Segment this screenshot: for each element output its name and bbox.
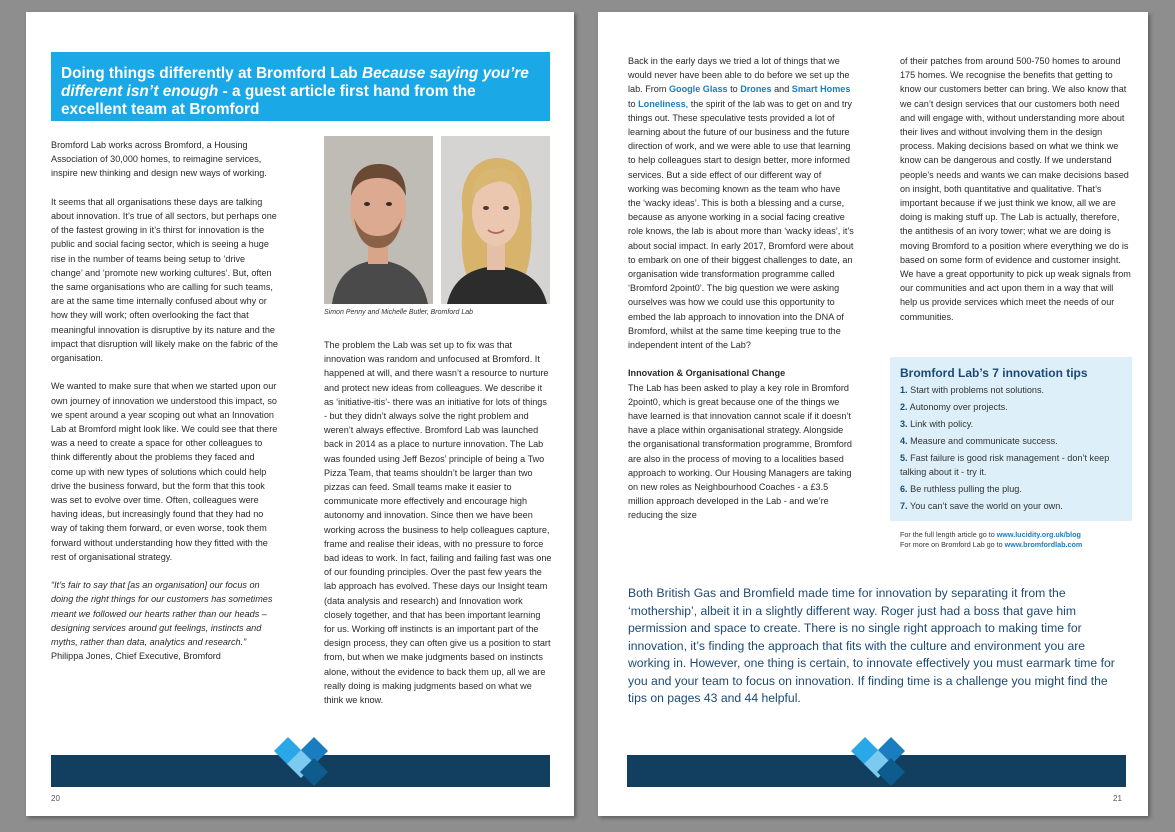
tip-item xyxy=(900,499,1122,513)
more-info-line xyxy=(900,530,1082,540)
paragraph: We wanted to make sure that when we started upon our own journey of innovation we understood this impact, so we spent around a year scoping out what an Innovation Lab at Bromford might look like. We could see that there was a need to create a space for other colleagues to think differently about the problems they faced and come up with new types of solutions which could help drive the business forward, but the form that this took was set to evolve over time. Often, colleagues were having ideas, but increasingly found that they had no way of taking them forward, or even worse, took them forward without understanding how they fitted with the rest of organisational strategy. xyxy=(51,381,278,562)
tip-item xyxy=(900,434,1122,448)
paragraph xyxy=(628,54,855,352)
summary-paragraph: Both British Gas and Bromfield made time for innovation by separating it from the ‘mothership’, albeit it in a slightly different way. Roger just had a boss that gave him permission and space to create. There is no single right approach to making time for innovation, it’s finding the approach that fits with the culture and environment you are working in. However, one thing is certain, to innovate effectively you must earmark time for you and your team to focus on innovation. If finding time is a challenge you might find the tips on pages 43 and 44 helpful. xyxy=(628,586,1115,705)
quote-attribution: Philippa Jones, Chief Executive, Bromford xyxy=(51,651,221,662)
text-run: and xyxy=(771,84,792,95)
tips-title: Bromford Lab’s 7 innovation tips xyxy=(900,366,1088,380)
tip-item xyxy=(900,482,1122,496)
page-number: 21 xyxy=(1113,794,1122,803)
pull-quote xyxy=(51,578,278,663)
tips-list xyxy=(900,383,1122,514)
page-number: 20 xyxy=(51,794,60,803)
tip-number: 2. xyxy=(900,402,908,412)
portrait-photo-woman xyxy=(441,136,550,304)
link-drones[interactable]: Drones xyxy=(740,84,772,95)
innovation-tips-box xyxy=(890,357,1132,521)
left-column-1 xyxy=(51,138,278,678)
portrait-photo-man xyxy=(324,136,433,304)
paragraph: Bromford Lab works across Bromford, a Housing Association of 30,000 homes, to reimagine services, inspire new thinking and design new ways of working. xyxy=(51,140,267,179)
text-run: Back in the early days we tried a lot of things that we would never have been able to do before we set up the lab. From xyxy=(628,56,850,95)
link-bromfordlab[interactable]: www.bromfordlab.com xyxy=(1004,539,1083,549)
tip-text: Measure and communicate success. xyxy=(910,436,1058,446)
tip-text: Start with problems not solutions. xyxy=(910,385,1045,395)
tip-item xyxy=(900,383,1122,397)
diamond-logo-icon xyxy=(843,726,913,786)
link-lucidity-blog[interactable]: www.lucidity.org.uk/blog xyxy=(996,530,1081,539)
tip-text: Autonomy over projects. xyxy=(909,402,1008,412)
tip-number: 5. xyxy=(900,453,908,463)
tip-text: You can’t save the world on your own. xyxy=(909,501,1063,512)
tip-number: 3. xyxy=(900,419,908,429)
paragraph: of their patches from around 500-750 homes to around 175 homes. We recognise the benefits that getting to know our customers better can bring. We also know that we can’t design services that our customers both need and will engage with, without understanding more about their lives and without involving them in the design process. Making decisions based on what we think we know can be dangerous and costly. If we understand people’s needs and wants we can make decisions based on insight, both quantitative and qualitative. That’s important because if we just think we know, all we are doing is making stuff up. The Lab is actually, therefore, the antithesis of an ivory tower; what we are doing is moving Bromford to a position where everything we do is based on some form of evidence and customer insight. We have a great opportunity to pick up weak signals from our communities and act upon them in a way that will help us provide services which meet the needs of our communities. xyxy=(900,56,1131,322)
tip-item xyxy=(900,400,1122,414)
section-subheading: Innovation & Organisational Change xyxy=(628,368,786,379)
paragraph: It seems that all organisations these days are talking about innovation. It’s true of all sectors, but perhaps one of the fastest growing in it’s thirst for innovation is the public and social facing sector, which is seeing a huge rise in the number of teams being setup to ‘drive change’ and ‘promote new working cultures’. But, often the same organisations who are calling for such teams, are at the same time internally confused about why or how they will work; often overlooking the fact that meaningful innovation is disruptive by its nature and the impact that disruption will likely make on the fabric of the organisation. xyxy=(51,196,278,364)
title-italic: Because saying you’re different isn’t enough xyxy=(61,65,529,100)
title-rest: - a guest article first hand from the excellent team at Bromford xyxy=(61,83,476,118)
text-run: For more on Bromford Lab go to xyxy=(900,539,1005,549)
photo-caption: Simon Penny and Michelle Butler, Bromford Lab xyxy=(324,309,474,316)
paragraph: The problem the Lab was set up to fix was that innovation was random and unfocused at Bromford. It happened at will, and there wasn’t a resource to nurture and protect new ideas from colleagues. We describe it as ‘initiative-itis’- there was an initiative for lots of things - but they didn’t always solve the right problem and weren’t always effective. Bromford Lab was launched back in 2014 as a place to nurture innovation. The Lab was founded using Jeff Bezos’ principle of being a Two Pizza Team, that teams shouldn’t be larger than two pizzas can feed. Small teams make it easier to communicate more effectively and encourage high autonomy and innovation. Since then we have been working across the business to help colleagues capture, frame and realise their ideas, with no pressure to force bad ideas to work. In fact, failing and failing fast was one of our founding principles. Over the past few years the lab approach has evolved. These days our Insight team (data analysis and research) and Innovation work closely together, and that has been important learning for us. Working off instincts is an important part of the design process, they can often give us a position to start from, but when we make judgments based on instincts alone, without the evidence to back them up, all we are really doing is making judgments based on what we think we know. xyxy=(324,340,552,706)
tip-text: Fast failure is good risk management - don’t keep talking about it - try it. xyxy=(900,453,1110,478)
text-run: to xyxy=(628,98,639,109)
text-run: to xyxy=(727,84,741,95)
tip-number: 6. xyxy=(900,484,908,495)
title-plain: Doing things differently at Bromford Lab xyxy=(61,65,362,82)
right-column-2 xyxy=(900,54,1132,338)
text-run: For the full length article go to xyxy=(900,530,997,539)
tip-text: Link with policy. xyxy=(910,419,974,429)
more-info-links xyxy=(900,530,1082,549)
tip-number: 4. xyxy=(900,436,908,446)
right-column-1 xyxy=(628,54,855,537)
left-page xyxy=(26,12,574,816)
link-smart-homes[interactable]: Smart Homes xyxy=(791,84,851,95)
link-loneliness[interactable]: Loneliness xyxy=(638,98,686,109)
link-google-glass[interactable]: Google Glass xyxy=(668,84,728,95)
right-page xyxy=(598,12,1148,816)
paragraph: The Lab has been asked to play a key role in Bromford 2point0, which is great because one of the things we have learned is that innovation cannot scale if it doesn’t have a place within organisational strategy. Alongside the organisational transformation programme, Bromford are also in the process of moving to a localities based approach to working. Our Housing Managers are taking on new roles as Neighbourhood Coaches - a £3.5 million approach developed in the Lab - and we’re reducing the size xyxy=(628,382,852,521)
tip-number: 7. xyxy=(900,501,908,512)
text-run: , the spirit of the lab was to get on and try things out. These speculative tests provided a lot of learning about the future of our business and the future direction of work, and we were able to use that learning to help colleagues start to design better, more informed services. But a side effect of our different way of working was becoming known as the team who have the ‘wacky ideas’. This is both a blessing and a curse, because as anyone working in a social facing creative role knows, the lab is about more than ‘wacky ideas’, it’s about social impact. In early 2017, Bromford were about to embark on one of their biggest challenges to date, an organisation wide transformation programme called ‘Bromford 2point0’. The big question we were asking ourselves was how we could use this opportunity to embed the lab approach to innovation into the DNA of Bromford, whilst at the same time keeping true to the independent intent of the Lab? xyxy=(628,98,854,351)
tip-number: 1. xyxy=(900,385,908,395)
tip-text: Be ruthless pulling the plug. xyxy=(910,484,1022,495)
quote-text: “It’s fair to say that [as an organisation] our focus on doing the right things for our customers has sometimes meant we followed our hearts rather than our heads – designing services around gut feelings, instincts and myths, rather than data, analytics and research.” xyxy=(51,580,273,648)
left-column-2 xyxy=(324,338,552,721)
tip-item xyxy=(900,417,1122,431)
tip-item xyxy=(900,451,1122,480)
diamond-logo-icon xyxy=(266,726,336,786)
more-info-line xyxy=(900,540,1082,550)
article-title xyxy=(51,52,550,121)
